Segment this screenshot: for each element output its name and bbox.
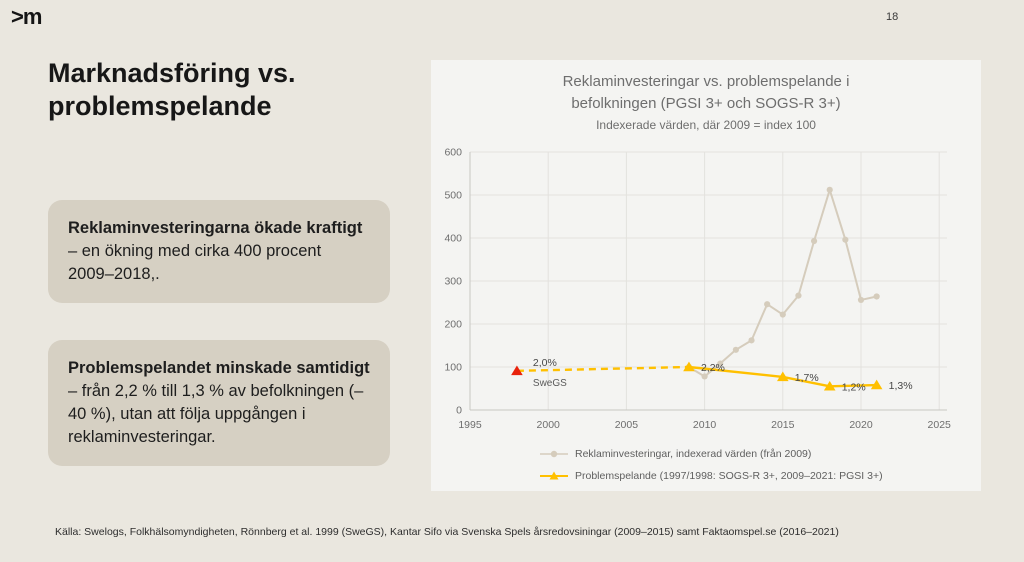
source-note: Källa: Swelogs, Folkhälsomyndigheten, Rönnberg et al. 1999 (SweGS), Kantar Sifo via Svenska Spels årsredovsiningar (2009–2015) samt Faktaomspel.se (2016–2021): [55, 526, 839, 538]
callout-1-lead: Reklaminvesteringarna ökade kraftigt: [68, 219, 363, 237]
legend-label: Reklaminvesteringar, indexerad värden (från 2009): [575, 448, 812, 460]
data-point-marker: [842, 237, 848, 243]
data-point-label: 2,2%: [700, 362, 725, 374]
chart-title-line-1: Reklaminvesteringar vs. problemspelande i: [562, 73, 850, 90]
data-point-marker: [811, 238, 817, 244]
y-tick-label: 400: [444, 232, 462, 245]
legend-item-problemspelande: [539, 465, 883, 487]
chart-legend: [539, 443, 883, 487]
legend-label: Problemspelande (1997/1998: SOGS-R 3+, 2009–2021: PGSI 3+): [575, 470, 883, 482]
data-point-marker: [733, 347, 739, 353]
slide-title-line-2: problemspelande: [48, 91, 272, 121]
y-tick-label: 600: [444, 146, 462, 159]
data-point-label: 1,3%: [888, 380, 913, 393]
data-point-label: 2,0%: [532, 356, 557, 369]
x-tick-label: 2010: [692, 419, 717, 431]
y-tick-label: 100: [444, 361, 462, 374]
data-point-marker: [874, 293, 880, 299]
callout-1-body: – en ökning med cirka 400 procent 2009–2018,.: [68, 242, 322, 283]
data-point-marker: [748, 337, 754, 343]
data-point-label: 1,2%: [841, 381, 866, 394]
x-tick-label: 2000: [536, 419, 560, 431]
legend-line-triangle-icon: [539, 471, 569, 481]
chart-subtitle: Indexerade värden, där 2009 = index 100: [596, 118, 816, 132]
legend-item-reklaminvesteringar: [539, 443, 883, 465]
chart-title-line-2: befolkningen (PGSI 3+ och SOGS-R 3+): [571, 95, 841, 112]
data-point-sublabel: SweGS: [532, 377, 567, 389]
callout-2-lead: Problemspelandet minskade samtidigt: [68, 359, 370, 377]
data-point-marker: [858, 297, 864, 303]
callout-reklaminvesteringar: [48, 200, 390, 303]
page-number: 18: [886, 11, 899, 23]
y-tick-label: 200: [444, 318, 462, 331]
x-tick-label: 2025: [927, 419, 951, 431]
legend-line-dot-icon: [539, 449, 569, 459]
data-point-marker: [702, 373, 708, 379]
data-point-marker: [827, 187, 833, 193]
callout-problemspelande: [48, 340, 390, 466]
data-point-marker: [795, 293, 801, 299]
y-tick-label: 300: [444, 275, 462, 288]
data-point-marker: [764, 301, 770, 307]
y-tick-label: 0: [456, 404, 462, 417]
callout-2-body: – från 2,2 % till 1,3 % av befolkningen (–40 %), utan att följa uppgången i reklaminvesteringar.: [68, 382, 364, 446]
x-tick-label: 2020: [849, 419, 873, 431]
x-tick-label: 2005: [614, 419, 639, 431]
data-point-marker: [780, 311, 786, 317]
chart-panel: [431, 60, 981, 491]
y-tick-label: 500: [444, 189, 462, 202]
chart-plot: [431, 60, 981, 491]
slide-title: [48, 57, 296, 123]
series-problemspelande: [511, 357, 912, 393]
slide-title-line-1: Marknadsföring vs.: [48, 58, 296, 88]
x-tick-label: 2015: [771, 419, 795, 431]
data-point-label: 1,7%: [794, 371, 819, 384]
brand-logo: >m: [11, 4, 42, 29]
x-tick-label: 1995: [458, 419, 482, 431]
